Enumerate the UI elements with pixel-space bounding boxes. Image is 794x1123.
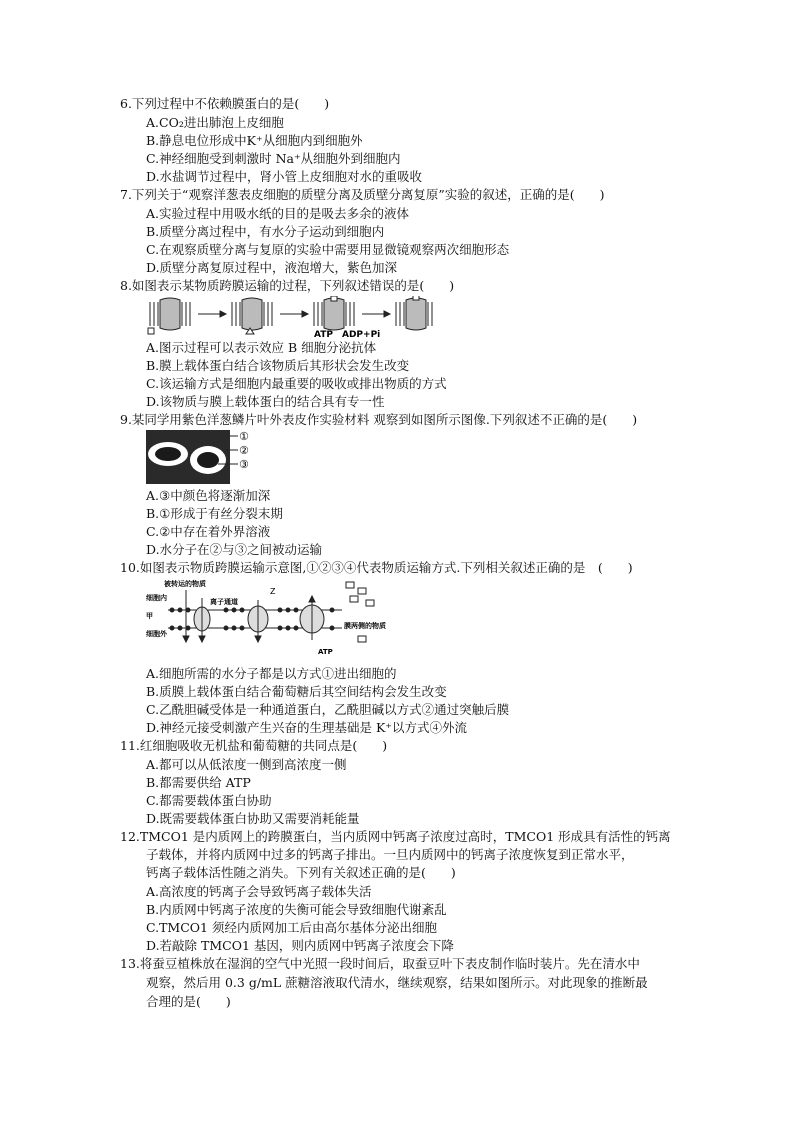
q8-transport-figure (146, 296, 436, 338)
q6-option-d: D.水盐调节过程中，肾小管上皮细胞对水的重吸收 (146, 169, 423, 184)
q10-option-a: A.细胞所需的水分子都是以方式①进出细胞的 (146, 666, 397, 681)
q9-option-a: A.③中颜色将逐渐加深 (146, 488, 271, 503)
q10-membrane-figure (146, 578, 386, 658)
both-sides-label: 膜两侧的物质 (344, 622, 386, 630)
question-6-stem: 6.下列过程中不依赖膜蛋白的是( ) (120, 96, 330, 111)
q8-option-c: C.该运输方式是细胞内最重要的吸收或排出物质的方式 (146, 376, 447, 391)
q11-option-b: B.都需要供给 ATP (146, 775, 251, 790)
cell-outside-label: 细胞外 (146, 630, 167, 638)
z-label: Z (270, 587, 276, 596)
q7-option-c: C.在观察质壁分离与复原的实验中需要用显微镜观察两次细胞形态 (146, 242, 510, 257)
label-2: ② (239, 444, 249, 457)
label-3: ③ (239, 458, 249, 471)
membrane-stage-3 (314, 296, 354, 330)
q6-option-a: A.CO₂进出肺泡上皮细胞 (146, 115, 284, 130)
question-9-stem: 9.某同学用紫色洋葱鳞片叶外表皮作实验材料 观察到如图所示图像.下列叙述不正确的是( ) (120, 412, 638, 427)
question-12-stem-line-1: 12.TMCO1 是内质网上的跨膜蛋白，当内质网中钙离子浓度过高时，TMCO1 形成具有活性的钙离 (120, 829, 671, 844)
q7-option-b: B.质壁分离过程中，有水分子运动到细胞内 (146, 224, 385, 239)
particles (346, 582, 374, 642)
q6-option-c: C.神经细胞受到刺激时 Na⁺从细胞外到细胞内 (146, 151, 401, 166)
question-12-stem-line-3: 钙离子载体活性随之消失。下列有关叙述正确的是( ) (146, 865, 456, 880)
q9-option-c: C.②中存在着外界溶液 (146, 524, 271, 539)
cell-inside-label: 细胞内 (146, 594, 167, 602)
ion-channel-label: 离子通道 (210, 598, 238, 606)
membrane-stage-4 (396, 296, 432, 330)
question-13-stem-line-1: 13.将蚕豆植株放在湿润的空气中光照一段时间后，取蚕豆叶下表皮制作临时装片。先在清水中 (120, 956, 640, 971)
q6-option-b: B.静息电位形成中K⁺从细胞内到细胞外 (146, 133, 363, 148)
transported-substance-label: 被转运的物质 (164, 580, 206, 588)
question-7-stem: 7.下列关于“观察洋葱表皮细胞的质壁分离及质壁分离复原”实验的叙述，正确的是( ) (120, 187, 605, 202)
label-1: ① (239, 430, 249, 443)
atp-label: ATP (314, 330, 334, 338)
adp-pi-label: ADP+Pi (342, 330, 381, 338)
question-10-stem: 10.如图表示物质跨膜运输示意图,①②③④代表物质运输方式.下列相关叙述正确的是 ( ) (120, 560, 633, 575)
q8-option-d: D.该物质与膜上载体蛋白的结合具有专一性 (146, 394, 385, 409)
question-12-stem-line-2: 子载体，并将内质网中过多的钙离子排出。一旦内质网中的钙离子浓度恢复到正常水平， (146, 847, 634, 862)
question-11-stem: 11.红细胞吸收无机盐和葡萄糖的共同点是( ) (120, 738, 388, 753)
q10-option-d: D.神经元接受刺激产生兴奋的生理基础是 K⁺以方式④外流 (146, 720, 467, 735)
q11-option-d: D.既需要载体蛋白协助又需要消耗能量 (146, 811, 360, 826)
q12-option-a: A.高浓度的钙离子会导致钙离子载体失活 (146, 884, 372, 899)
q9-option-b: B.①形成于有丝分裂末期 (146, 506, 283, 521)
q9-option-d: D.水分子在②与③之间被动运输 (146, 542, 323, 557)
q7-option-a: A.实验过程中用吸水纸的目的是吸去多余的液体 (146, 206, 410, 221)
question-13-stem-line-2: 观察，然后用 0.3 g/mL 蔗糖溶液取代清水，继续观察，结果如图所示。对此现象的推断最 (146, 975, 648, 990)
membrane-stage-1 (148, 298, 190, 334)
membrane-stage-2 (232, 298, 272, 334)
q12-option-c: C.TMCO1 须经内质网加工后由高尔基体分泌出细胞 (146, 920, 437, 935)
q9-cell-figure (146, 430, 256, 484)
q8-option-a: A.图示过程可以表示效应 B 细胞分泌抗体 (146, 340, 377, 355)
jia-label: 甲 (146, 612, 153, 620)
question-8-stem: 8.如图表示某物质跨膜运输的过程，下列叙述错误的是( ) (120, 278, 455, 293)
q7-option-d: D.质壁分离复原过程中，液泡增大，紫色加深 (146, 260, 398, 275)
q12-option-b: B.内质网中钙离子浓度的失衡可能会导致细胞代谢紊乱 (146, 902, 447, 917)
q8-option-b: B.膜上载体蛋白结合该物质后其形状会发生改变 (146, 358, 410, 373)
q10-option-b: B.质膜上载体蛋白结合葡萄糖后其空间结构会发生改变 (146, 684, 447, 699)
question-13-stem-line-3: 合理的是( ) (146, 994, 231, 1009)
q11-option-c: C.都需要载体蛋白协助 (146, 793, 272, 808)
q11-option-a: A.都可以从低浓度一侧到高浓度一侧 (146, 757, 347, 772)
q12-option-d: D.若敲除 TMCO1 基因，则内质网中钙离子浓度会下降 (146, 938, 454, 953)
atp-label-10: ATP (318, 648, 333, 656)
q10-option-c: C.乙酰胆碱受体是一种通道蛋白，乙酰胆碱以方式②通过突触后膜 (146, 702, 510, 717)
